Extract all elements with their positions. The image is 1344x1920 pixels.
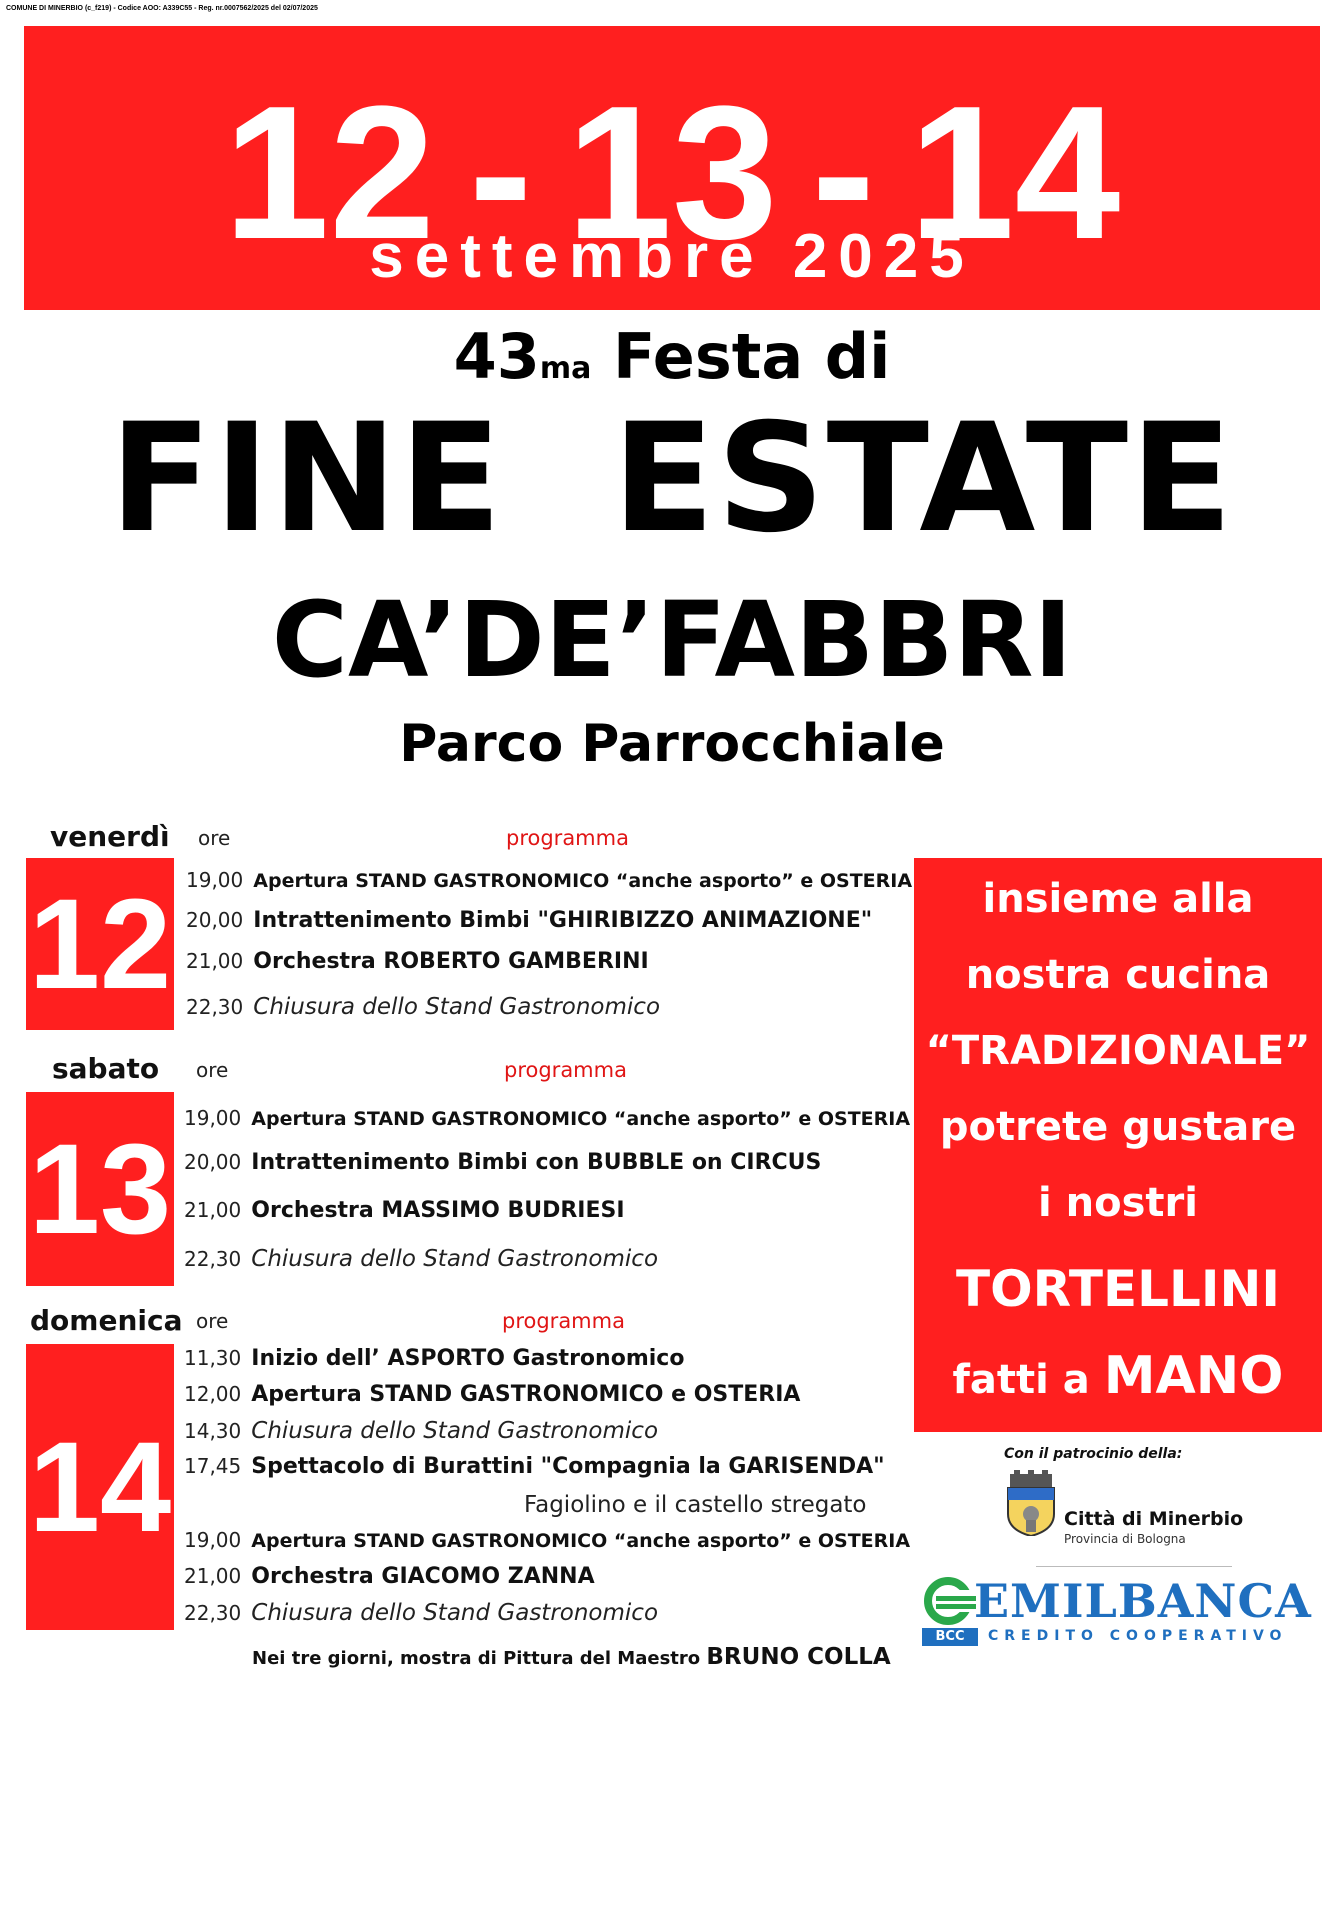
schedule-row: 17,45 Spettacolo di Burattini "Compagnia la GARISENDA": [184, 1454, 885, 1479]
schedule-row: 22,30 Chiusura dello Stand Gastronomico: [184, 1246, 659, 1272]
date-separator: -: [811, 67, 875, 279]
date-13: 13: [566, 67, 778, 279]
ore-label: ore: [196, 1309, 229, 1333]
promo-line: nostra cucina: [965, 952, 1271, 998]
comune-name: Città di Minerbio: [1064, 1508, 1244, 1530]
date-12: 12: [223, 67, 436, 279]
edition-line: [0, 320, 1344, 393]
day-number-13: 13: [26, 1092, 174, 1286]
schedule-row: 12,00 Apertura STAND GASTRONOMICO e OSTERIA: [184, 1382, 801, 1407]
provincia-name: Provincia di Bologna: [1064, 1532, 1186, 1546]
day-name-friday: venerdì: [50, 820, 170, 853]
schedule-row: 19,00 Apertura STAND GASTRONOMICO “anche asporto” e OSTERIA: [184, 1106, 911, 1130]
date-banner: [24, 26, 1320, 310]
day-number-12: 12: [26, 858, 174, 1030]
schedule-row: 21,00 Orchestra GIACOMO ZANNA: [184, 1564, 595, 1589]
tortellini-promo: [914, 858, 1322, 1432]
day-name-saturday: sabato: [52, 1052, 160, 1085]
day-name-sunday: domenica: [30, 1304, 183, 1337]
promo-line: potrete gustare: [939, 1104, 1297, 1150]
schedule-row: 22,30 Chiusura dello Stand Gastronomico: [186, 994, 661, 1020]
schedule-row: 21,00 Orchestra ROBERTO GAMBERINI: [186, 949, 649, 974]
schedule-row: 20,00 Intrattenimento Bimbi "GHIRIBIZZO ANIMAZIONE": [186, 908, 873, 933]
protocol-header: COMUNE DI MINERBIO (c_f219) - Codice AOO: A339C55 - Reg. nr.0007562/2025 del 02/07/2025: [6, 5, 318, 12]
promo-line: fatti a MANO: [952, 1346, 1284, 1406]
date-separator: -: [469, 67, 533, 279]
ore-label: ore: [196, 1058, 229, 1082]
programma-label: programma: [506, 826, 629, 850]
day-number-14: 14: [26, 1344, 174, 1630]
programma-label: programma: [504, 1058, 627, 1082]
ore-label: ore: [198, 826, 231, 850]
schedule-row: 14,30 Chiusura dello Stand Gastronomico: [184, 1418, 659, 1444]
coat-of-arms-icon: [1004, 1470, 1058, 1536]
edition-number: 43: [453, 320, 540, 393]
edition-rest: Festa di: [591, 320, 891, 393]
schedule-row: 21,00 Orchestra MASSIMO BUDRIESI: [184, 1198, 625, 1223]
bank-subtitle: CREDITO COOPERATIVO: [988, 1628, 1288, 1644]
exhibition-note: Nei tre giorni, mostra di Pittura del Maestro BRUNO COLLA: [252, 1644, 891, 1670]
schedule-row: 20,00 Intrattenimento Bimbi con BUBBLE on CIRCUS: [184, 1150, 822, 1175]
schedule-row: 11,30 Inizio dell’ ASPORTO Gastronomico: [184, 1346, 685, 1371]
patronage-label: Con il patrocinio della:: [1004, 1446, 1183, 1462]
promo-line: i nostri: [1038, 1180, 1198, 1226]
schedule-row: Fagiolino e il castello stregato: [524, 1492, 867, 1518]
bank-name: EMILBANCA: [974, 1574, 1312, 1628]
promo-line: “TRADIZIONALE”: [925, 1028, 1311, 1074]
date-14: 14: [908, 67, 1121, 279]
bank-bcc-badge: BCC: [922, 1628, 978, 1646]
event-title: FINE ESTATE: [109, 392, 1235, 566]
event-month: settembre 2025: [369, 222, 975, 291]
emilbanca-logo-icon: [922, 1576, 980, 1626]
schedule-row: 22,30 Chiusura dello Stand Gastronomico: [184, 1600, 659, 1626]
promo-line: insieme alla: [982, 876, 1254, 922]
promo-line: TORTELLINI: [956, 1260, 1280, 1318]
event-venue: Parco Parrocchiale: [399, 714, 945, 774]
sponsor-divider: [1036, 1566, 1232, 1567]
edition-ordinal: ma: [539, 351, 592, 386]
schedule-row: 19,00 Apertura STAND GASTRONOMICO “anche asporto” e OSTERIA: [184, 1528, 911, 1552]
schedule-row: 19,00 Apertura STAND GASTRONOMICO “anche asporto” e OSTERIA: [186, 868, 913, 892]
event-place: CA’DE’FABBRI: [271, 579, 1073, 701]
programma-label: programma: [502, 1309, 625, 1333]
